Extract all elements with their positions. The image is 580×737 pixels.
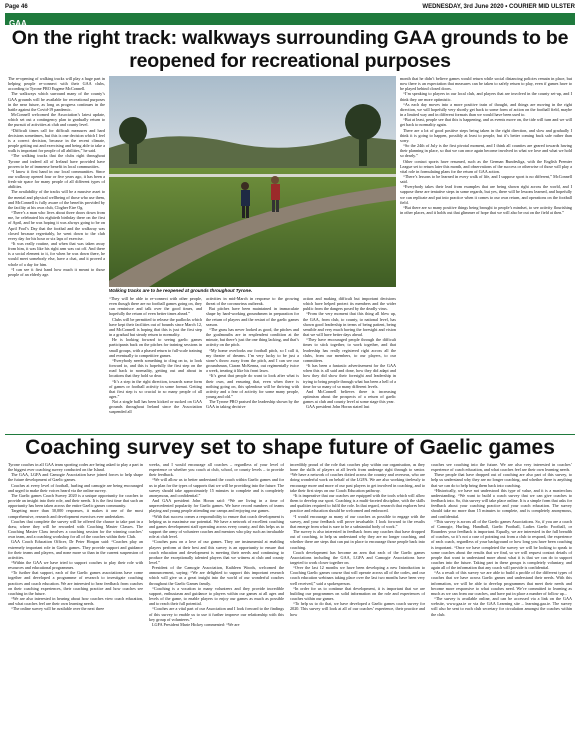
- photo-caption: Walking tracks are to be reopened at grounds throughout Tyrone.: [109, 288, 253, 293]
- paragraph: “I would encourage as many of our coaches as possible to engage with the survey, and your feedback will prove invaluable. I look forward to the results that emerge from what is sure to be a substantial body of work.”: [290, 513, 425, 529]
- story-2-column-1: [8, 462, 143, 732]
- paragraph: “They have encouraged people through the difficult times to stick together, to work together, and that leadership has really registered right across all the clubs, from our members, to our players, to our committees.: [303, 337, 396, 363]
- paragraph: “Difficult times call for difficult measures and hard decisions sometimes, but this is one decision which I feel is a correct decision, because in the recent climate, people getting out and exercising and being able to take a walk is important for people of all abilities,” he said.: [8, 127, 105, 154]
- paragraph: “We will allow us to better understand the coach within Gaelic games and for us to plan for the types of supports that we will be providing into the future. The survey should take approximately 15 minutes to complete and is completely anonymous, and confidential.”: [149, 477, 284, 498]
- section-banner: [5, 13, 575, 28]
- paragraph: Targeting more than 30,000 responses, it makes it one of the most comprehensive, research and development exercises ever undertaken.: [8, 508, 143, 519]
- paragraph: Coach development has become an area that each of the Gaelic games Associations including the GAA, LGFA and Camogie Associations have targeted to work closer together on.: [290, 549, 425, 565]
- story-2-headline: Coaching survey set to shape future of Gaelic games: [25, 436, 555, 459]
- paragraph: But pitches have been maintained in immaculate shape by hard-working groundsmen in preparation for the return of players and the restart of the gaelic games season.: [206, 306, 299, 327]
- paragraph: “It is imperative that our coaches are equipped with the tools which will allow them to develop our sport. Coaching is a multi-faceted discipline, with the skills and qualities required to fulfil the role. In that regard, research that explores best practice and education should be welcomed and embraced.: [290, 492, 425, 514]
- paragraph: “Over the last 12 months we have been developing a new Introduction to Coaching Gaelic games course that will operate across all of the codes, and our coach education webinars taking place over the last two months have been very well received,” said a spokesperson.: [290, 565, 425, 586]
- paragraph: coaches see coaching into the future. We are also very interested in coaches’ experience of coach education, and what coaches feel are their own learning needs.: [431, 462, 572, 473]
- paragraph: “The walking tracks that the clubs right throughout Tyrone and indeed all of Ireland have provided have proven to be of immense benefit in local communities.: [8, 153, 105, 169]
- paragraph: month that he didn’t believe games would return while social distancing policies remain in place, but now there is an expectation that measures can be taken to safely return to play, even if games have to be played behind closed doors.: [400, 76, 572, 92]
- paragraph: “I know it first hand in our local communities. Since our walkway opened four or five years ago, it has been a fresh-air space for many people of all different types of abilities.: [8, 168, 105, 190]
- paragraph: The availability of the tracks will be a massive asset to the mental and physical wellbeing of those who use them, and McConnell is fully aware of the benefits provided by the facility at his own club, Clogher Eire Og.: [8, 189, 105, 210]
- story-1-column-5: [400, 76, 572, 433]
- paper-dateline: WEDNESDAY, 3rd June 2020 • COURIER MID ULSTER: [422, 4, 575, 10]
- paragraph: He is looking forward to seeing gaelic games participants back on the pitches for training sessions in small groups, with a phased return to full-scale training and eventually to competitive games.: [109, 337, 202, 358]
- paragraph: “Coaches pass on a love of our games. They are instrumental at enabling players perform at their best and this survey is an opportunity to ensure that coach education and development is meeting their needs and continuing to produce the exceptionally talented players that we witness at club and county level.”: [149, 539, 284, 565]
- paragraph: “It’s great that people do want to look after what is their own, and ensuring that, even when there is nothing going on, this splendour will be thriving with activity and a fear of activity for some many people, young and old.”: [206, 373, 299, 399]
- paragraph: McConnell welcomed the Association’s latest update, which set out a contingency plan to gradually return to the pursuit of activities at club and county level.: [8, 112, 105, 128]
- paragraph: “Coaching is a vocation to many volunteers and they provide incredible support, enthusiasm and guidance to players within our games at all ages and levels of the game, to enable players to enjoy our games as much as possible and to reach their full potential.: [149, 585, 284, 607]
- paragraph: “The grass has never looked as good, the pitches and the goalmouths are in resplendent condition at the minute, but there’s just the one thing lacking, and that’s activity on the pitch.: [206, 326, 299, 348]
- paragraph: “From the very moment that this thing all blew up, the GAA, from club, to county, to national level, has shown good leadership in terms of being patient, being sensible and very much having the foresight and vision that we will have better days ahead.: [303, 311, 396, 338]
- paragraph: “In order for us to continue that development, it is important that we are building our programmes on solid information on the role and experiences of coaches within our games.: [290, 585, 425, 602]
- paragraph: Other contact sports have resumed, such as the German Bundesliga, with the English Premier League set to return later this month, and observations of the success or otherwise of those will play a vital role in formulating plans for the return of GAA action.: [400, 158, 572, 174]
- paragraph: GAA president John Horan stated last: [306, 404, 370, 410]
- paragraph: There are a lot of good positive steps being taken in the right direction, and slow and gradually I think it is going to happen, possibly at least to people, but it’s better coming back safe rather than sorry.: [400, 127, 572, 143]
- paragraph: “It has been a fantastic advertisement for the GAA when this is all said and done, how they did adapt and how they did show their foresight and leadership in trying to bring people through what has been a hell of a time for so many of so many different levels.: [303, 363, 396, 389]
- story-2-column-4: [431, 462, 572, 732]
- paragraph: “As each day moves into a more positive train of thought, and things are moving in the right direction, we will hopefully very shortly get back to some form of action on the football field, maybe in a limited way and in different formats than we would have been used to.: [400, 101, 572, 118]
- paragraph: “To help us to do that, we have developed a Gaelic games coach survey for 2020. This survey will look at all of our coaches’ experience, their practice and how: [290, 601, 425, 617]
- paragraph: “The survey is available online, and can be accessed via a link on the GAA website, www.gaa.ie or via the GAA Learning site – learning.gaa.ie. The survey will also be sent to each club secretary for circulation amongst the coaches within the club.: [431, 596, 572, 617]
- paragraph: “But at least, people see that this is happening, and as events move on, the tide will turn and we will get back to normality again.: [400, 117, 572, 128]
- paragraph: “Within the GAA we have tried to support coaches to play their role with resources and educational programmes.: [8, 559, 143, 571]
- paragraph: “We are also interested in hearing about how coaches view coach education, and what coaches feel are their own learning needs.: [8, 596, 143, 607]
- walking-track-photo: [109, 76, 396, 287]
- story-1-column-2: [109, 296, 202, 433]
- paragraph: “My home overlooks our football pitch, so I call it, my theatre of dreams. I’m very lucky to be just a stone’s throw away from the pitch, and I can see our groundsman, Ciaran McKenna, out regimentally twice a week, treating it like his front lawn.: [206, 347, 299, 374]
- story-1-headline: On the right track: walkways surrounding GAA grounds to be reopened for recreational purposes: [11, 27, 569, 72]
- paragraph: Coaches at every level of football, hurling and camogie are being encouraged and urged to make their voices heard via the online survey.: [8, 482, 143, 493]
- paragraph: “It’s a step in the right direction, towards some form of games or football activity in some format. Getting that first step is so crucial to so many people of all ages.”: [109, 378, 202, 399]
- paragraph: Coaches that complete the survey will be offered the chance to take part in a draw, where they will be rewarded with Coaching Master Classes. The Coaching Master Class involves a coaching session for the winning coaches’ own team, and a coaching workshop for all of the coaches within their Club.: [8, 518, 143, 540]
- story-2-column-2: [149, 462, 284, 732]
- story-divider: [5, 434, 575, 435]
- paragraph: “There’s lessons to be learned in every walk of life, and I suppose sport is no different,” McConnell said.: [400, 173, 572, 185]
- paragraph: “To further that support, each of the Gaelic games associations have come together and developed a programme of research to investigate coaching practices and coach education. We are interested to hear feedback from coaches on their coaching experiences, their coaching practice and how coaches see coaching in the future.: [8, 570, 143, 596]
- paragraph: “They will be able to re-connect with other people, even though there are no football games going on, they can reminisce and talk over the good times, and hopefully the return of even better times ahead.”: [109, 296, 202, 317]
- paragraph: weeks, and I would encourage all coaches – regardless of your level of experience or whether you coach at club, school, or county levels – to provide their feedback.: [149, 462, 284, 478]
- paragraph: “This survey is across all of the Gaelic games Associations. So, if you are a coach of Camogie, Hurling, Handball, Gaelic Football, Ladies Gaelic Football, or Rounders your feedback is important. Equally, we are interested in the full breadth of coaches, so it’s not a case of pointing out from a club to respond, the experience of each coach, regardless of your background or how long you have been coaching is important. “Once we have completed the survey we will be looking to speak to some coaches about the results that we find, so we will request contact details of people that want to understand more about what it is that we can do to support coaches into the future. Taking part in these groups is completely voluntary, and again all of the information that any coach will provide is confidential.: [431, 518, 572, 571]
- paragraph: And McConnell believes there is increasing optimism about the prospects of a return of gaelic games at club and county level at some stage this year.: [303, 388, 396, 405]
- paragraph: The Gaelic games Coach Survey 2020 is a unique opportunity for coaches to provide an insight into their role, and their needs. It is the first time that such an opportunity has been taken across the entire Gaelic games community.: [8, 492, 143, 509]
- paragraph: “I’m speaking to players in our local club, and players that are involved in the county set-up, and I think they are more optimistic.: [400, 91, 572, 102]
- paragraph: And GAA president John Horan said: “We are living in a time of unprecedented popularity for Gaelic games. We have record numbers of teams playing and young people attending our camps and enjoying our games.: [149, 498, 284, 514]
- paragraph: activities in mid-March in response to the growing threat of the coronavirus outbreak.: [206, 296, 299, 307]
- paragraph: “The online survey will be available over the next three: [11, 606, 105, 612]
- paragraph: “Historically, we have not understood this type of value, and it is a masterclass understanding. “We want to build a coach survey that we can give coaches to feedback into. So, this survey will take place online. It is a simple form that asks for feedback about your coaching practice and your coach education. The survey should take no more than 15 minutes to complete, and is completely anonymous, and confidential.: [431, 487, 572, 519]
- paragraph: “I can see it first hand how much it meant to those people of an elderly age.: [8, 266, 105, 277]
- paragraph: “It was really routine, and when that was taken away from him, it was like his right arm was cut off. And there is a social element to it, for when he was down there, he would meet somebody else, have a chat, and it proved a whole of a day for him.: [8, 241, 105, 267]
- paragraph: The walkways which surround many of the county’s GAA grounds will be available for recreational purposes in the near future, as long as progress continues in the battle against the Covid-19 pandemic.: [8, 91, 105, 112]
- paragraph: “With that success comes a responsibility to ensure that coach development is helping us to maximise our potential. We have a network of excellent coaching and games development staff operating across every county, and this helps us to support the army of volunteer coaches and mentors who play such an invaluable role at club level.: [149, 513, 284, 540]
- story-1-column-1: [8, 76, 105, 433]
- paragraph: President of the Camogie Association, Kathleen Woods, welcomed the announcement, saying: “We are delighted to support this important research which will give us a great insight into the world of our wonderful coaches throughout the Gaelic Games family.: [149, 565, 284, 586]
- section-label: GAA: [9, 19, 27, 28]
- paragraph: “Coaches are a vital part of our Association and I look forward to the findings of this survey to enable us to use it further improve our relationship with this key group of volunteers.”: [149, 606, 284, 622]
- paragraph: “So the 24th of July is the first pivotal moment, and I think all counties are geared towards having their planning in place, so that we can once again become involved in what we love and what we hold so dearly.”: [400, 143, 572, 159]
- paragraph: These people that have dropped out of coaching are also part of this survey, to help us understand why they are no longer coaching, and whether there is anything that we can do to help bring them back into coaching.: [431, 472, 572, 488]
- story-2-column-3: [290, 462, 425, 732]
- page-header: [5, 3, 575, 12]
- story-1-column-4: [303, 296, 396, 433]
- paragraph: Tyrone coaches in all GAA team sporting codes are being asked to play a part in the biggest ever coaching survey conducted on the Island.: [8, 462, 143, 473]
- paragraph: Not a single ball has been kicked or sucked on GAA grounds throughout Ireland since the Association suspended all: [109, 399, 202, 415]
- paragraph: “Everybody needs something to cling on to, to look forward to, and this is hopefully the first step on the road back to normality, getting out and about in locations that they hold so dear.: [109, 357, 202, 379]
- paragraph: The survey is also interested in feedback from any coaches that have dropped out of coaching, to help us understand why they are no longer coaching, and whether there are steps that can put in place to encourage those people back into coaching.: [290, 529, 425, 550]
- paragraph: The Tyrone PRO praised the leadership shown by the GAA in taking decisive: [206, 399, 299, 410]
- paragraph: incredibly proud of the role that coaches play within our organisation, as they hone the skills of players at all levels from underage right through to senior. “We have a network of coaches dotted across the country and overseas, who are doing wonderful work on behalf of the LGFA. We are also working tirelessly to encourage more and more of our past players to get involved in coaching, and to take their first steps on our Coach Education pathway.: [290, 462, 425, 493]
- paragraph: “Everybody takes their lead from examples that are being shown right across the world, and I suppose these are tentative steps in some regards, but yes, there will be lessons learned, and hopefully we can replicate and put into practice when it comes to our own return, and operations on the football field.: [400, 184, 572, 205]
- paragraph: “There’s a man who lives about three doors down from me, he celebrated his eightieth birthday there on the first of April, and he was hoping it was always going to be on April Fool’s Day that the footbal and the walkway was closed because regrettably, he went down to the club every day for his hour or six laps of exercise.: [8, 210, 105, 241]
- paragraph: Clubs will be permitted to release the padlocks which have kept their facilities out of bounds since March 12, and McConnell is hoping that this is just the first step in a gradual but steady return to normality.: [109, 316, 202, 338]
- paragraph: The GAA, LGFA and Camogie Association have joined forces to help shape the future development of Gaelic games.: [8, 472, 143, 483]
- paragraph: LGFA President Marie Hickey commented: “We are: [152, 621, 240, 627]
- paragraph: action and making difficult but important decisions which have helped protect its members and the wider public from the dangers posed by the deadly virus.: [303, 296, 396, 312]
- paragraph: GAA Coach Education Officer, Dr Peter Horgan said: “Coaches play an extremely important role in Gaelic games. They provide support and guidance for their teams and players, and none more so than in the current suspension of activities.: [8, 539, 143, 560]
- paragraph: The re-opening of walking tracks will play a huge part in helping people re-connect with their GAA clubs, according to Tyrone PRO Eugene McConnell.: [8, 76, 105, 92]
- story-1-column-3: [206, 296, 299, 433]
- page-number: Page 46: [5, 4, 28, 10]
- paragraph: “But there are so many positive things being brought to people’s mindset, to see activity flourishing in other places, and it holds out that glimmer of hope that we will also be out on the field at then.”: [400, 204, 572, 216]
- paragraph: “As a result of this survey we are able to build a profile of the different types of coaches that we have across Gaelic games and understand their needs. With this information, we will be able to develop programmes that meet their needs and become more responsive to what coaches need. We’re committed to learning as much as we can from our coaches, and have put in place a number of follow up...: [431, 570, 572, 596]
- photo-image: [109, 76, 396, 287]
